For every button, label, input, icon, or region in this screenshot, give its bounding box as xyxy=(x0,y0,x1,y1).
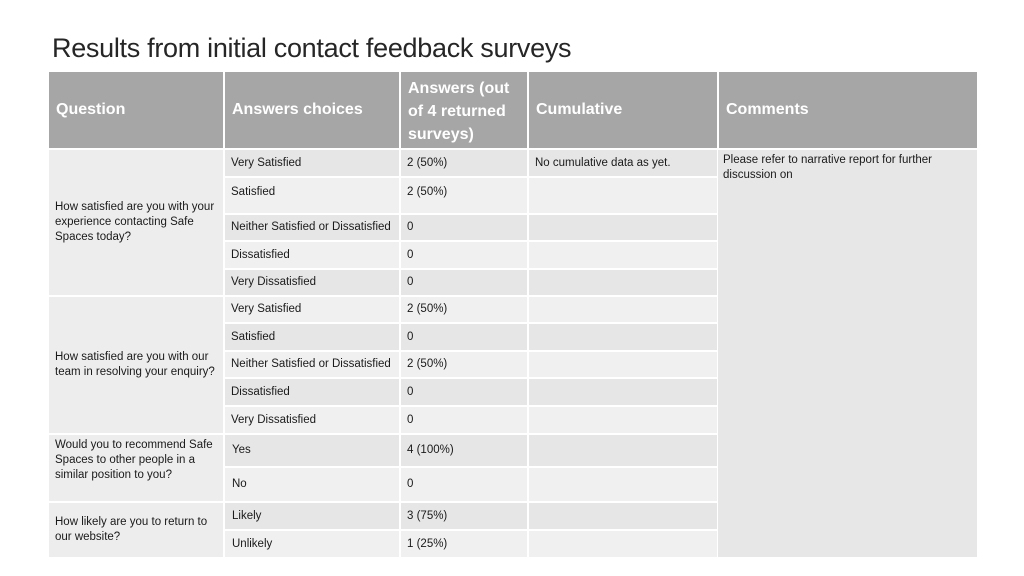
answer-cell: 0 xyxy=(401,270,527,295)
cumulative-cell xyxy=(529,178,717,213)
cumulative-cell xyxy=(529,379,717,405)
cumulative-cell xyxy=(529,352,717,377)
choice-cell: Very Satisfied xyxy=(225,297,399,322)
question-cell: How satisfied are you with your experience contacting Safe Spaces today? xyxy=(49,150,223,295)
answer-cell: 0 xyxy=(401,242,527,268)
choice-cell: No xyxy=(225,468,399,501)
answer-cell: 0 xyxy=(401,324,527,350)
question-cell: How likely are you to return to our website? xyxy=(49,503,223,557)
cumulative-cell xyxy=(529,503,717,529)
cumulative-cell xyxy=(529,270,717,295)
header-question: Question xyxy=(49,72,223,148)
answer-cell: 0 xyxy=(401,468,527,501)
answer-cell: 3 (75%) xyxy=(401,503,527,529)
cumulative-cell: No cumulative data as yet. xyxy=(529,150,717,176)
question-cell: Would you to recommend Safe Spaces to other people in a similar position to you? xyxy=(49,435,223,501)
choice-cell: Satisfied xyxy=(225,178,399,213)
choice-cell: Very Satisfied xyxy=(225,150,399,176)
header-answers-line: of 4 returned xyxy=(408,102,506,120)
cumulative-cell xyxy=(529,468,717,501)
choice-cell: Neither Satisfied or Dissatisfied xyxy=(225,215,399,240)
header-answers xyxy=(401,72,527,148)
answer-cell: 0 xyxy=(401,379,527,405)
answer-cell: 2 (50%) xyxy=(401,352,527,377)
choice-cell: Yes xyxy=(225,435,399,466)
choice-cell: Neither Satisfied or Dissatisfied xyxy=(225,352,399,377)
comments-cell: Please refer to narrative report for further discussion on xyxy=(718,150,977,557)
answer-cell: 0 xyxy=(401,215,527,240)
question-cell: How satisfied are you with our team in resolving your enquiry? xyxy=(49,297,223,433)
answer-cell: 2 (50%) xyxy=(401,178,527,213)
cumulative-cell xyxy=(529,531,717,557)
cumulative-cell xyxy=(529,215,717,240)
answer-cell: 2 (50%) xyxy=(401,297,527,322)
choice-cell: Very Dissatisfied xyxy=(225,407,399,433)
header-answers-line: Answers (out xyxy=(408,79,510,97)
cumulative-cell xyxy=(529,297,717,322)
header-cumulative: Cumulative xyxy=(529,72,717,148)
choice-cell: Dissatisfied xyxy=(225,242,399,268)
cumulative-cell xyxy=(529,435,717,466)
choice-cell: Unlikely xyxy=(225,531,399,557)
page-title: Results from initial contact feedback surveys xyxy=(52,33,572,63)
choice-cell: Very Dissatisfied xyxy=(225,270,399,295)
cumulative-cell xyxy=(529,242,717,268)
header-comments: Comments xyxy=(719,72,977,148)
cumulative-cell xyxy=(529,407,717,433)
answer-cell: 0 xyxy=(401,407,527,433)
header-answers-choices: Answers choices xyxy=(225,72,399,148)
choice-cell: Satisfied xyxy=(225,324,399,350)
choice-cell: Dissatisfied xyxy=(225,379,399,405)
choice-cell: Likely xyxy=(225,503,399,529)
header-answers-line: surveys) xyxy=(408,125,474,143)
answer-cell: 2 (50%) xyxy=(401,150,527,176)
answer-cell: 1 (25%) xyxy=(401,531,527,557)
cumulative-cell xyxy=(529,324,717,350)
answer-cell: 4 (100%) xyxy=(401,435,527,466)
